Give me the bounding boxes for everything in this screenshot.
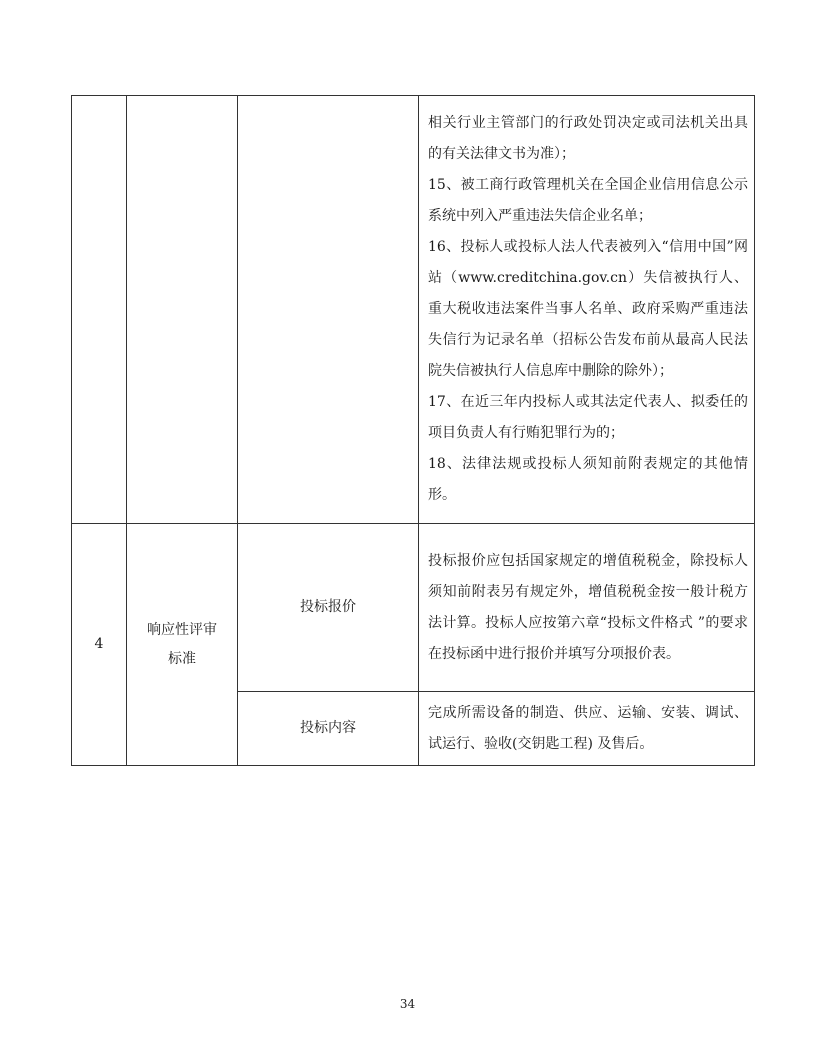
section-category: 响应性评审标准 — [147, 621, 217, 667]
standard-line: 16、投标人或投标人法人代表被列入“信用中国”网站（www.creditchina.gov.cn）失信被执行人、重大税收违法案件当事人名单、政府采购严重违法失信行为记录名单（招标公告发布前从最高人民法院失信被执行人信息库中删除的除外）； — [428, 239, 748, 379]
page-number: 34 — [399, 997, 416, 1011]
evaluation-criteria-table — [71, 95, 755, 766]
item-name-bid-price: 投标报价 — [238, 524, 419, 692]
standard-line: 相关行业主管部门的行政处罚决定或司法机关出具的有关法律文书为准）； — [428, 115, 748, 162]
section-category-cell — [127, 524, 238, 766]
section-number: 4 — [72, 524, 127, 766]
item-name-bid-content: 投标内容 — [238, 692, 419, 766]
standard-text: 投标报价应包括国家规定的增值税税金，除投标人须知前附表另有规定外，增值税税金按一般计税方法计算。投标人应按第六章“投标文件格式 ”的要求在投标函中进行报价并填写分项报价表。 — [428, 552, 748, 662]
standard-line: 17、在近三年内投标人或其法定代表人、拟委任的项目负责人有行贿犯罪行为的； — [428, 394, 748, 441]
standard-text: 完成所需设备的制造、供应、运输、安装、调试、试运行、验收(交钥匙工程) 及售后。 — [428, 704, 748, 752]
item-cell-empty — [238, 96, 419, 524]
standard-cell-bid-content — [419, 692, 755, 766]
standard-cell-continuation — [419, 96, 755, 524]
category-cell-empty — [127, 96, 238, 524]
standard-line: 15、被工商行政管理机关在全国企业信用信息公示系统中列入严重违法失信企业名单； — [428, 177, 748, 224]
standard-line: 18、法律法规或投标人须知前附表规定的其他情形。 — [428, 456, 748, 503]
table-row-price — [72, 524, 755, 692]
standard-cell-bid-price — [419, 524, 755, 692]
table-row-continuation — [72, 96, 755, 524]
standard-text — [419, 107, 754, 512]
number-cell-empty — [72, 96, 127, 524]
